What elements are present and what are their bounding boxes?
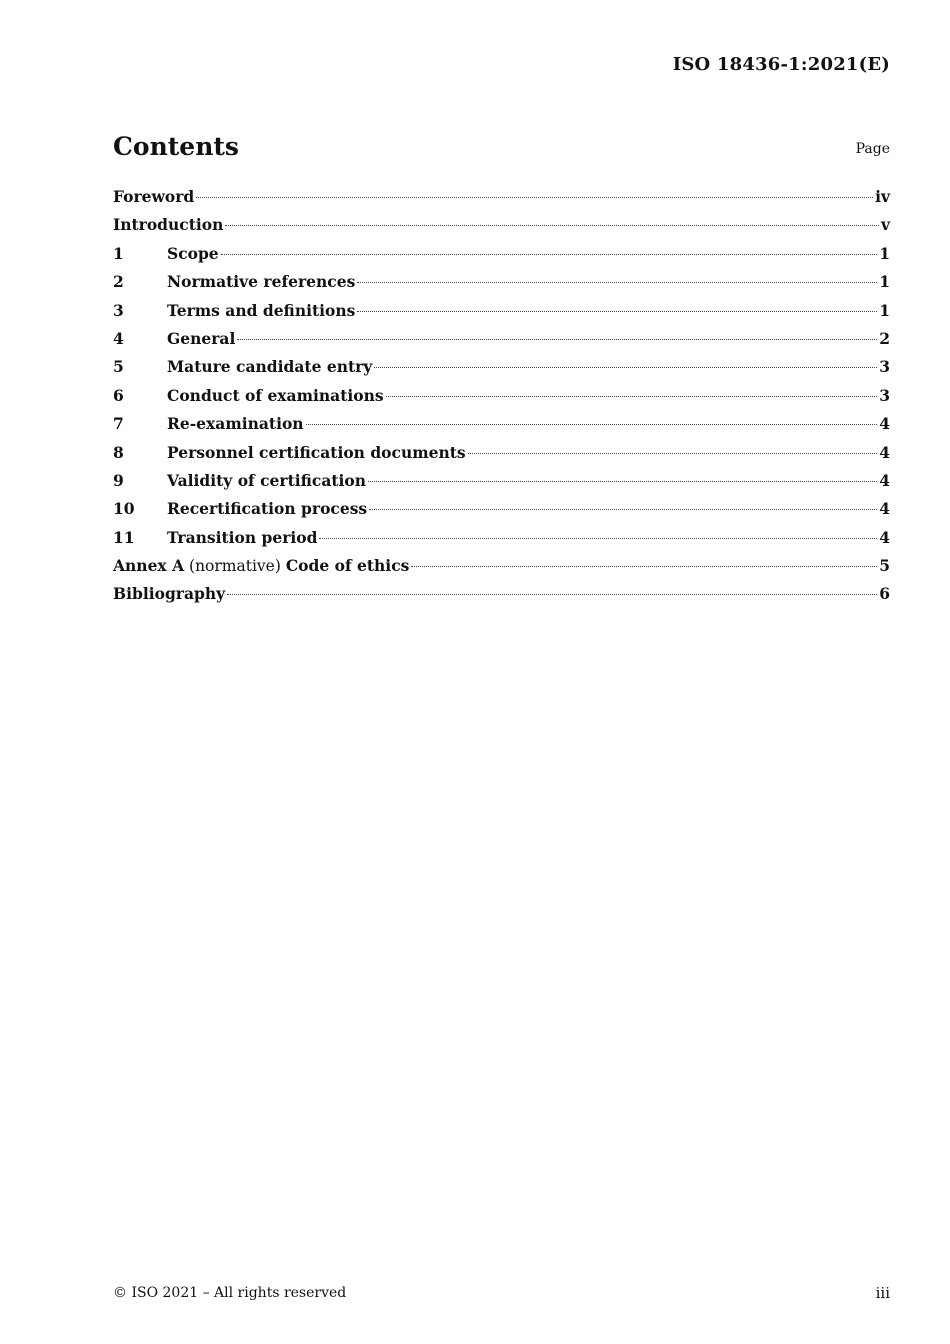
contents-title: Contents: [113, 132, 240, 161]
dot-leader: [468, 453, 878, 454]
toc-entry-number: 9: [113, 470, 124, 490]
toc-entry-page: 4: [879, 414, 890, 434]
toc-entry-personnel-certification-documents[interactable]: [113, 439, 890, 467]
toc-entry-page: 1: [879, 300, 890, 320]
toc-entry-title: Introduction: [113, 215, 224, 235]
toc-entry-terms-and-definitions[interactable]: [113, 297, 890, 325]
toc-entry-number: 11: [113, 527, 135, 547]
dot-leader: [225, 225, 879, 226]
annex-label: Annex A: [113, 556, 185, 576]
toc-entry-title: Recertification process: [167, 499, 368, 519]
toc-entry-page: 4: [879, 470, 890, 490]
toc-entry-number: 3: [113, 300, 124, 320]
toc-entry-re-examination[interactable]: [113, 410, 890, 438]
toc-entry-page: 2: [879, 328, 890, 348]
toc-entry-page: 4: [879, 442, 890, 462]
dot-leader: [237, 339, 877, 340]
toc-entry-title: Normative references: [167, 272, 356, 292]
toc-entry-scope[interactable]: [113, 240, 890, 268]
dot-leader: [368, 481, 877, 482]
dot-leader: [357, 311, 877, 312]
contents-header: [113, 132, 890, 166]
toc-entry-page: 5: [879, 556, 890, 576]
toc-entry-transition-period[interactable]: [113, 524, 890, 552]
toc-entry-general[interactable]: [113, 325, 890, 353]
toc-entry-page: v: [880, 215, 890, 235]
toc-entry-page: 6: [879, 584, 890, 604]
toc-entry-page: iv: [875, 187, 890, 206]
toc-entry-title: Bibliography: [113, 584, 226, 604]
toc-entry-page: 4: [879, 499, 890, 519]
toc-entry-title: Re-examination: [167, 414, 304, 434]
dot-leader: [374, 367, 877, 368]
toc-entry-number: 6: [113, 385, 124, 405]
dot-leader: [227, 594, 877, 595]
toc-entry-title: Terms and definitions: [167, 300, 356, 320]
document-identifier: ISO 18436-1:2021(E): [672, 54, 890, 75]
toc-entry-title: Conduct of examinations: [167, 385, 384, 405]
toc-entry-page: 1: [879, 243, 890, 263]
dot-leader: [386, 396, 878, 397]
dot-leader: [196, 197, 873, 198]
toc-entry-number: 1: [113, 243, 124, 263]
table-of-contents: [113, 183, 890, 609]
toc-entry-page: 1: [879, 272, 890, 292]
page-column-label: Page: [855, 141, 890, 157]
toc-entry-title: Mature candidate entry: [167, 357, 373, 377]
toc-entry-title: Scope: [167, 243, 219, 263]
toc-entry-foreword[interactable]: [113, 183, 890, 211]
copyright-notice: © ISO 2021 – All rights reserved: [113, 1285, 347, 1301]
toc-entry-page: 4: [879, 527, 890, 547]
toc-entry-title: Validity of certification: [167, 470, 367, 490]
dot-leader: [319, 538, 877, 539]
toc-entry-title: General: [167, 328, 236, 348]
toc-entry-number: 7: [113, 414, 124, 434]
toc-entry-mature-candidate-entry[interactable]: [113, 353, 890, 381]
dot-leader: [411, 566, 877, 567]
toc-entry-number: 8: [113, 442, 124, 462]
toc-entry-conduct-of-examinations[interactable]: [113, 382, 890, 410]
annex-type: [184, 552, 286, 580]
toc-entry-title: Personnel certification documents: [167, 442, 466, 462]
toc-entry-title: Transition period: [167, 527, 318, 547]
toc-entry-annex-a[interactable]: [113, 552, 890, 580]
dot-leader: [221, 254, 878, 255]
toc-entry-introduction[interactable]: [113, 211, 890, 239]
toc-entry-bibliography[interactable]: [113, 580, 890, 608]
toc-entry-page: 3: [879, 385, 890, 405]
toc-entry-number: 4: [113, 328, 124, 348]
toc-entry-number: 5: [113, 357, 124, 377]
page-number: iii: [875, 1284, 890, 1302]
toc-entry-recertification-process[interactable]: [113, 495, 890, 523]
toc-entry-number: 2: [113, 272, 124, 292]
toc-entry-page: 3: [879, 357, 890, 377]
dot-leader: [306, 424, 878, 425]
toc-entry-number: 10: [113, 499, 135, 519]
toc-entry-title: Foreword: [113, 187, 195, 206]
toc-entry-normative-references[interactable]: [113, 268, 890, 296]
annex-type-text: (normative): [189, 557, 281, 576]
annex-title: Code of ethics: [285, 556, 410, 576]
dot-leader: [357, 282, 877, 283]
toc-entry-validity-of-certification[interactable]: [113, 467, 890, 495]
dot-leader: [369, 509, 877, 510]
